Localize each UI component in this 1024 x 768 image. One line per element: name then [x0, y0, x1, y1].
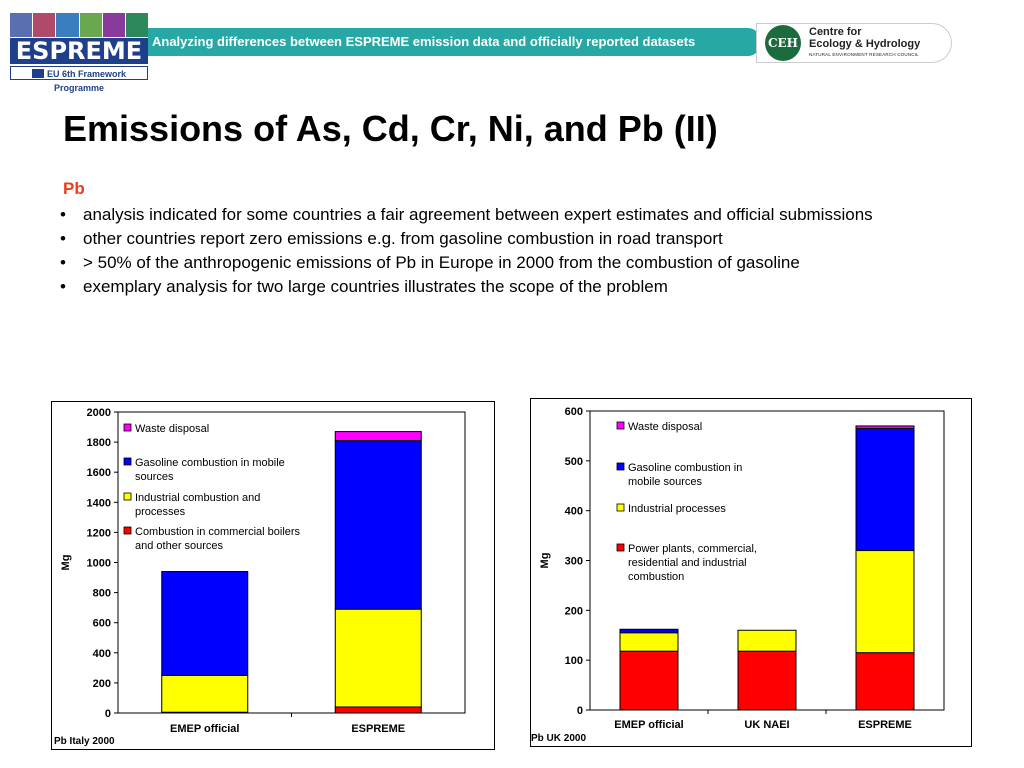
y-tick-label: 800 — [92, 587, 111, 600]
y-tick-label: 1200 — [86, 527, 111, 540]
bar-segment — [335, 609, 421, 707]
y-tick-label: 200 — [92, 677, 111, 690]
chart-caption: Pb UK 2000 — [531, 733, 587, 744]
bar-segment — [620, 633, 678, 651]
y-tick-label: 400 — [92, 647, 111, 660]
bullet-item: • other countries report zero emissions e.g. from gasoline combustion in road transport — [60, 229, 723, 248]
bullet-item: • > 50% of the anthropogenic emissions of Pb in Europe in 2000 from the combustion of gasoline — [60, 253, 800, 272]
bar-segment — [162, 572, 248, 676]
legend-swatch — [124, 527, 131, 534]
legend-entry: Waste disposal — [135, 423, 210, 435]
legend-entry: Power plants, commercial, residential and industrial combustion — [628, 543, 757, 583]
bar-segment — [856, 426, 914, 428]
logo-image-strip — [10, 13, 148, 37]
y-tick-label: 1800 — [86, 437, 111, 450]
ceh-name: Centre for Ecology & Hydrology — [809, 26, 921, 50]
bar-segment — [856, 428, 914, 550]
y-tick-label: 300 — [564, 555, 583, 568]
ceh-logo — [756, 23, 952, 63]
legend-entry: Gasoline combustion in mobile sources — [628, 462, 743, 488]
bullet-item: • exemplary analysis for two large countries illustrates the scope of the problem — [60, 277, 668, 296]
bar-segment — [738, 630, 796, 651]
logo-wordmark: ESPREME — [10, 38, 148, 64]
x-tick-label: EMEP official — [614, 719, 684, 731]
y-tick-label: 600 — [92, 617, 111, 630]
legend-swatch — [124, 458, 131, 465]
legend-entry: Industrial combustion and processes — [135, 492, 261, 518]
y-tick-label: 1000 — [86, 557, 111, 570]
bar-segment — [620, 651, 678, 710]
ceh-subtitle: NATURAL ENVIRONMENT RESEARCH COUNCIL — [809, 52, 919, 57]
legend-entry: Combustion in commercial boilers and other sources — [135, 526, 301, 552]
chart-uk — [530, 398, 972, 747]
legend-swatch — [124, 424, 131, 431]
bar-segment — [335, 707, 421, 713]
header-title-bar — [148, 28, 748, 56]
y-tick-label: 400 — [564, 505, 583, 518]
y-tick-label: 0 — [576, 705, 583, 717]
bar-segment — [738, 651, 796, 710]
espreme-logo — [10, 13, 148, 93]
y-tick-label: 500 — [564, 455, 583, 468]
bullet-list — [60, 203, 960, 299]
y-tick-label: 100 — [564, 655, 583, 668]
legend-swatch — [617, 463, 624, 470]
bar-segment — [856, 551, 914, 653]
x-tick-label: ESPREME — [858, 719, 912, 731]
header-title: Analyzing differences between ESPREME emission data and officially reported datasets — [152, 34, 696, 49]
y-tick-label: 1400 — [86, 497, 111, 510]
y-axis-label: Mg — [60, 554, 72, 571]
bullet-item: • analysis indicated for some countries a fair agreement between expert estimates and official submissions — [60, 205, 873, 224]
y-tick-label: 0 — [104, 708, 111, 720]
y-tick-label: 1600 — [86, 467, 111, 480]
ceh-emblem-icon: CEH — [765, 25, 801, 61]
page-title: Emissions of As, Cd, Cr, Ni, and Pb (II) — [63, 108, 718, 149]
chart-italy — [51, 401, 495, 750]
legend-swatch — [617, 544, 624, 551]
x-tick-label: UK NAEI — [744, 719, 790, 731]
y-tick-label: 2000 — [86, 407, 111, 419]
x-tick-label: ESPREME — [351, 723, 406, 735]
bar-segment — [335, 432, 421, 441]
legend-swatch — [124, 493, 131, 500]
y-tick-label: 600 — [564, 406, 583, 418]
chart-caption: Pb Italy 2000 — [54, 736, 115, 747]
legend-entry: Waste disposal — [628, 421, 703, 433]
bar-segment — [162, 675, 248, 712]
x-tick-label: EMEP official — [170, 723, 240, 735]
section-label: Pb — [63, 179, 85, 198]
legend-swatch — [617, 422, 624, 429]
y-tick-label: 200 — [564, 605, 583, 618]
y-axis-label: Mg — [539, 552, 551, 569]
logo-subtitle: EU 6th Framework Programme — [10, 66, 148, 80]
bar-segment — [620, 629, 678, 632]
bar-segment — [335, 441, 421, 610]
bar-segment — [856, 653, 914, 710]
legend-entry: Gasoline combustion in mobile sources — [135, 457, 285, 483]
legend-swatch — [617, 504, 624, 511]
legend-entry: Industrial processes — [628, 503, 726, 515]
eu-flag-icon — [32, 69, 44, 78]
